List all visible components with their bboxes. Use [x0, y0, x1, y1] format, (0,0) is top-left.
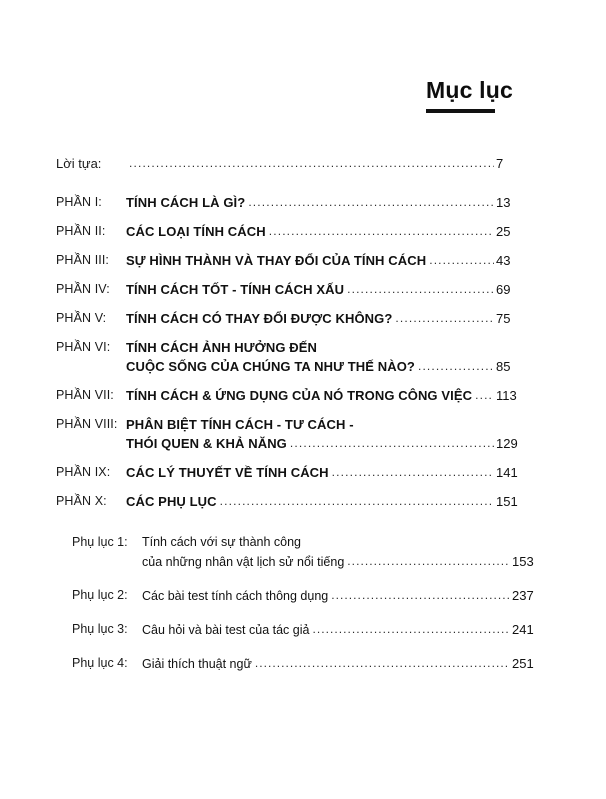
- part-entry-line: [126, 415, 526, 434]
- part-entry-page-number: 25: [496, 224, 511, 239]
- part-entry-row[interactable]: [56, 415, 526, 454]
- part-entry-title-text: TÍNH CÁCH TỐT - TÍNH CÁCH XẤU: [126, 282, 345, 297]
- front-matter-entry-line: [126, 154, 526, 174]
- appendix-entry-label: Phụ lục 2:: [72, 588, 128, 602]
- dot-leader: [255, 654, 510, 673]
- part-entry-label: PHẦN I:: [56, 195, 102, 209]
- part-entry-row[interactable]: [56, 309, 526, 329]
- part-entry-label: PHẦN II:: [56, 224, 106, 238]
- part-entry-body: [126, 338, 526, 377]
- part-entry-body: [126, 309, 526, 329]
- part-entry-row[interactable]: [56, 251, 526, 271]
- appendix-entry-label: Phụ lục 1:: [72, 535, 128, 549]
- dot-leader: [248, 193, 494, 212]
- appendix-entry-label: Phụ lục 3:: [72, 622, 128, 636]
- part-entry-body: [126, 463, 526, 483]
- part-entry-title-text: TÍNH CÁCH & ỨNG DỤNG CỦA NÓ TRONG CÔNG VIỆC: [126, 388, 473, 403]
- part-entry-body: [126, 492, 526, 512]
- appendix-entry-title-text: của những nhân vật lịch sử nổi tiếng: [142, 555, 345, 569]
- part-entry-label: PHẦN V:: [56, 311, 107, 325]
- part-entry-page-number: 129: [496, 436, 518, 451]
- page-title-block: [426, 78, 513, 113]
- part-entry-label: PHẦN X:: [56, 494, 107, 508]
- part-entry-page-number: 75: [496, 311, 511, 326]
- part-entry-row[interactable]: [56, 222, 526, 242]
- dot-leader: [418, 357, 494, 376]
- appendix-entry-body: [142, 620, 542, 640]
- front-matter-group: [56, 154, 526, 174]
- part-entry-page-number: 151: [496, 494, 518, 509]
- part-entry-body: [126, 193, 526, 213]
- table-of-contents: [56, 154, 534, 688]
- part-entry-title-text: TÍNH CÁCH CÓ THAY ĐỔI ĐƯỢC KHÔNG?: [126, 311, 393, 326]
- part-entry-line: [126, 280, 526, 300]
- appendices-group: [56, 533, 534, 674]
- appendix-entry-title-text: Tính cách với sự thành công: [142, 535, 302, 549]
- part-entry-title-text: SỰ HÌNH THÀNH VÀ THAY ĐỔI CỦA TÍNH CÁCH: [126, 253, 427, 268]
- dot-leader: [475, 386, 494, 405]
- dot-leader: [129, 154, 494, 173]
- appendix-entry-page-number: 237: [512, 588, 534, 603]
- appendix-entry-line: [142, 586, 542, 606]
- front-matter-entry-label: Lời tựa:: [56, 156, 102, 171]
- appendix-entry-page-number: 241: [512, 622, 534, 637]
- part-entry-label: PHẦN VIII:: [56, 417, 118, 431]
- part-entry-page-number: 85: [496, 359, 511, 374]
- part-entry-page-number: 113: [496, 388, 517, 403]
- part-entry-title-text: TÍNH CÁCH LÀ GÌ?: [126, 195, 246, 210]
- part-entry-title-text: TÍNH CÁCH ẢNH HƯỞNG ĐẾN: [126, 340, 318, 355]
- dot-leader: [220, 492, 494, 511]
- part-entry-row[interactable]: [56, 492, 526, 512]
- part-entry-title-text: CÁC LOẠI TÍNH CÁCH: [126, 224, 266, 239]
- appendix-entry-body: [142, 654, 542, 674]
- front-matter-entry-body: [126, 154, 526, 174]
- appendix-entry-title-text: Câu hỏi và bài test của tác giả: [142, 623, 310, 637]
- part-entry-body: [126, 222, 526, 242]
- part-entry-page-number: 43: [496, 253, 511, 268]
- part-entry-row[interactable]: [56, 338, 526, 377]
- part-entry-row[interactable]: [56, 280, 526, 300]
- part-entry-body: [126, 280, 526, 300]
- appendix-entry-row[interactable]: [56, 533, 542, 572]
- part-entry-row[interactable]: [56, 463, 526, 483]
- title-underline-rule: [426, 109, 495, 113]
- part-entry-line: [126, 309, 526, 329]
- dot-leader: [395, 309, 494, 328]
- front-matter-entry-row[interactable]: [56, 154, 526, 174]
- part-entry-title-text: CÁC PHỤ LỤC: [126, 494, 217, 509]
- front-matter-entry-page-number: 7: [496, 156, 504, 171]
- part-entry-title-text: CUỘC SỐNG CỦA CHÚNG TA NHƯ THẾ NÀO?: [126, 359, 415, 374]
- part-entry-page-number: 13: [496, 195, 511, 210]
- appendix-entry-row[interactable]: [56, 654, 542, 674]
- part-entry-title-text: PHÂN BIỆT TÍNH CÁCH - TƯ CÁCH -: [126, 417, 354, 432]
- part-entry-line: [126, 492, 526, 512]
- appendix-entry-line: [142, 620, 542, 640]
- part-entry-row[interactable]: [56, 193, 526, 213]
- dot-leader: [290, 434, 494, 453]
- part-entry-title-text: THÓI QUEN & KHẢ NĂNG: [126, 436, 287, 451]
- appendix-entry-line: [142, 533, 542, 552]
- appendix-entry-page-number: 251: [512, 656, 534, 671]
- appendix-entry-body: [142, 586, 542, 606]
- part-entry-label: PHẦN IX:: [56, 465, 111, 479]
- part-entry-line: [126, 434, 526, 454]
- dot-leader: [347, 280, 494, 299]
- part-entry-label: PHẦN VI:: [56, 340, 111, 354]
- appendix-entry-title-text: Giải thích thuật ngữ: [142, 657, 252, 671]
- part-entry-label: PHẦN III:: [56, 253, 109, 267]
- appendix-entry-row[interactable]: [56, 620, 542, 640]
- dot-leader: [429, 251, 494, 270]
- appendix-entry-label: Phụ lục 4:: [72, 656, 128, 670]
- part-entry-line: [126, 357, 526, 377]
- appendix-entry-page-number: 153: [512, 554, 534, 569]
- dot-leader: [312, 620, 510, 639]
- page-title: Mục lục: [425, 77, 513, 103]
- part-entry-line: [126, 222, 526, 242]
- part-entry-label: PHẦN IV:: [56, 282, 110, 296]
- part-entry-body: [126, 415, 526, 454]
- appendix-entry-line: [142, 654, 542, 674]
- dot-leader: [269, 222, 494, 241]
- dot-leader: [332, 463, 494, 482]
- dot-leader: [331, 586, 510, 605]
- appendix-entry-title-text: Các bài test tính cách thông dụng: [142, 589, 329, 603]
- appendix-entry-body: [142, 533, 542, 572]
- parts-group: [56, 193, 526, 512]
- part-entry-body: [126, 386, 526, 406]
- part-entry-body: [126, 251, 526, 271]
- part-entry-page-number: 141: [496, 465, 518, 480]
- part-entry-line: [126, 251, 526, 271]
- part-entry-title-text: CÁC LÝ THUYẾT VỀ TÍNH CÁCH: [126, 465, 329, 480]
- appendix-entry-line: [142, 552, 542, 572]
- part-entry-label: PHẦN VII:: [56, 388, 114, 402]
- part-entry-line: [126, 193, 526, 213]
- part-entry-line: [126, 338, 526, 357]
- part-entry-page-number: 69: [496, 282, 511, 297]
- appendix-entry-row[interactable]: [56, 586, 542, 606]
- dot-leader: [347, 552, 510, 571]
- part-entry-line: [126, 463, 526, 483]
- part-entry-row[interactable]: [56, 386, 526, 406]
- part-entry-line: [126, 386, 526, 406]
